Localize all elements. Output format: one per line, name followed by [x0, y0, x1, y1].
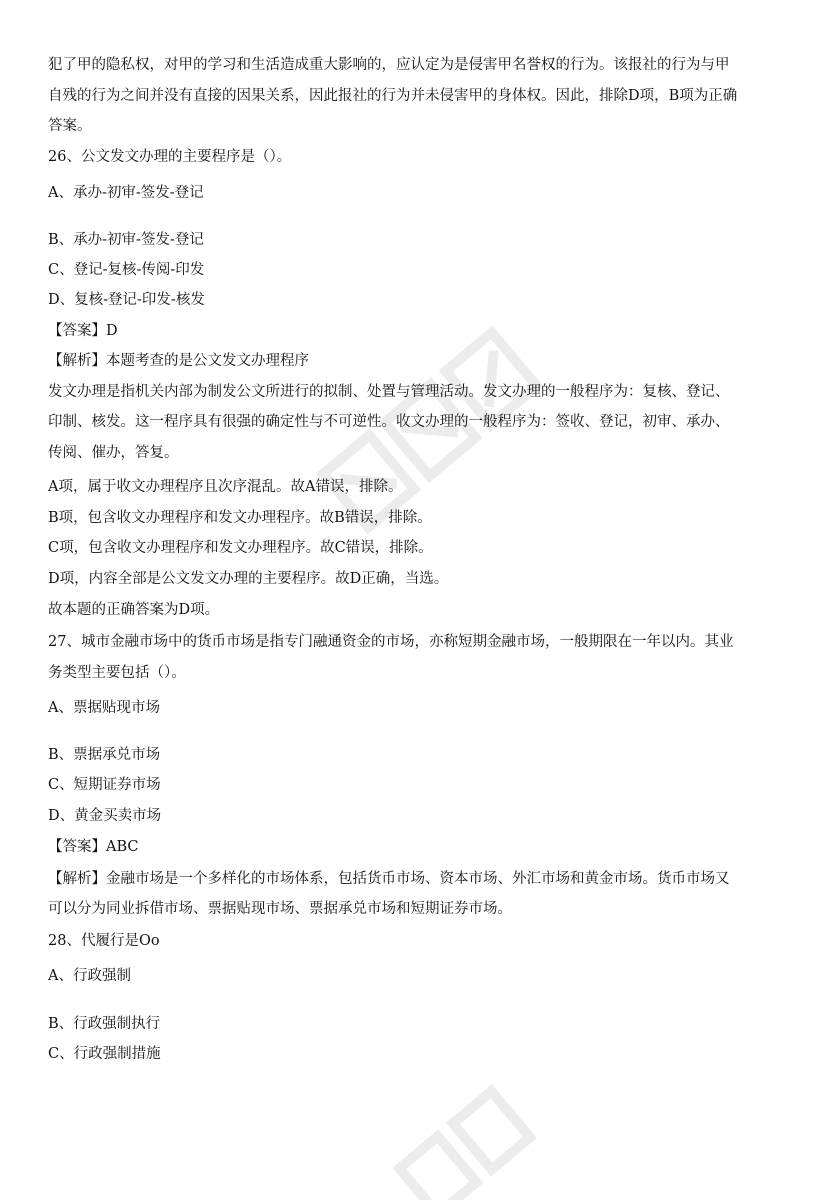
analysis-line: 印制、核发。这一程序具有很强的确定性与不可逆性。收文办理的一般程序为：签收、登记，初审、承办、 — [48, 414, 730, 430]
option-c: C、登记-复核-传阅-印发 — [48, 262, 205, 278]
option-a: A、承办-初审-签发-登记 — [48, 185, 204, 201]
intro-line: 自残的行为之间并没有直接的因果关系，因此报社的行为并未侵害甲的身体权。因此，排除D项，B项为正确 — [48, 88, 738, 104]
analysis-line: 发文办理是指机关内部为制发公文所进行的拟制、处置与管理活动。发文办理的一般程序为：复核、登记、 — [48, 384, 730, 400]
option-a: A、票据贴现市场 — [48, 700, 160, 716]
analysis-title-26: 【解析】本题考查的是公文发文办理程序 — [48, 353, 309, 369]
analysis-line: B项，包含收文办理程序和发文办理程序。故B错误，排除。 — [48, 510, 432, 526]
analysis-line: C项，包含收文办理程序和发文办理程序。故C错误，排除。 — [48, 540, 433, 556]
question-26: 26、公文发文办理的主要程序是（）。 — [48, 149, 292, 165]
analysis-line: A项，属于收文办理程序且次序混乱。故A错误，排除。 — [48, 479, 403, 495]
question-27-cont: 务类型主要包括（）。 — [48, 665, 186, 681]
analysis-line: 故本题的正确答案为D项。 — [48, 602, 220, 618]
question-27: 27、城市金融市场中的货币市场是指专门融通资金的市场，亦称短期金融市场，一般期限在一年以内。其业 — [48, 634, 734, 650]
intro-line: 答案。 — [48, 118, 92, 134]
question-28: 28、代履行是Oo — [48, 933, 160, 949]
option-d: D、复核-登记-印发-核发 — [48, 292, 205, 308]
option-a: A、行政强制 — [48, 968, 131, 984]
analysis-line: 传阅、催办，答复。 — [48, 445, 179, 461]
intro-line: 犯了甲的隐私权，对甲的学习和生活造成重大影响的，应认定为是侵害甲名誉权的行为。该报社的行为与甲 — [48, 57, 730, 73]
answer-26: 【答案】D — [48, 323, 118, 339]
option-b: B、票据承兑市场 — [48, 747, 161, 763]
option-b: B、行政强制执行 — [48, 1016, 161, 1032]
watermark-logo-bottom — [380, 1080, 580, 1200]
option-c: C、短期证券市场 — [48, 777, 161, 793]
analysis-line: 可以分为同业拆借市场、票据贴现市场、票据承兑市场和短期证券市场。 — [48, 901, 512, 917]
option-c: C、行政强制措施 — [48, 1046, 161, 1062]
option-b: B、承办-初审-签发-登记 — [48, 232, 204, 248]
answer-27: 【答案】ABC — [48, 839, 139, 855]
option-d: D、黄金买卖市场 — [48, 808, 162, 824]
analysis-line: 【解析】金融市场是一个多样化的市场体系，包括货币市场、资本市场、外汇市场和黄金市场。货币市场又 — [48, 871, 730, 887]
analysis-line: D项，内容全部是公文发文办理的主要程序。故D正确，当选。 — [48, 571, 449, 587]
